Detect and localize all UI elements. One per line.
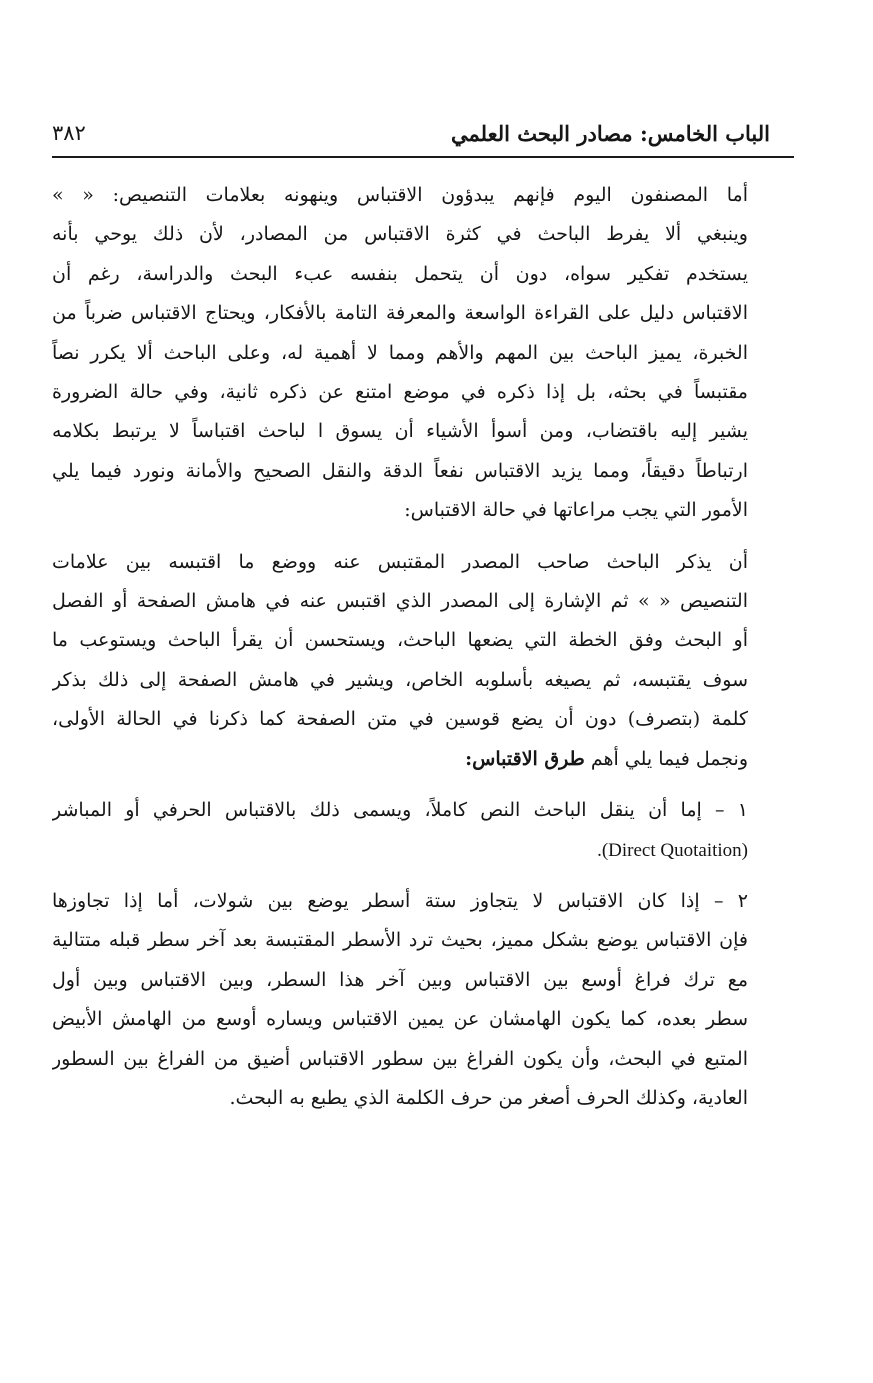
- text-line: كلمة (بتصرف) دون أن يضع قوسين في متن الصفحة كما ذكرنا في الحالة الأولى،: [52, 708, 748, 731]
- bold-heading-run: طرق الاقتباس:: [465, 747, 585, 770]
- text-line: مقتبساً في بحثه، بل إذا ذكره في موضع امتنع عن ذكره ثانية، وفي حالة الضرورة: [52, 381, 748, 404]
- text-line: أو البحث وفق الخطة التي يضعها الباحث، ويستحسن أن يقرأ الباحث ويستوعب ما: [52, 629, 748, 652]
- text-line: مع ترك فراغ أوسع بين الاقتباس وبين آخر هذا السطر، وبين الاقتباس وبين أول: [52, 968, 748, 991]
- text-line: ارتباطاً دقيقاً، ومما يزيد الاقتباس نفعاً الدقة والنقل الصحيح والأمانة ونورد فيما يلي: [52, 459, 748, 482]
- text-line: أن يذكر الباحث صاحب المصدر المقتبس عنه ووضع ما اقتبسه بين علامات: [52, 550, 748, 573]
- list-item-direct-quote: [52, 791, 776, 870]
- text-line: فإن الاقتباس يوضع بشكل مميز، بحيث ترد الأسطر المقتبسة بعد آخر سطر قبله متتالية: [52, 929, 748, 952]
- text-run: ونجمل فيما يلي أهم: [584, 747, 748, 770]
- text-line: ٢ – إذا كان الاقتباس لا يتجاوز ستة أسطر يوضع بين شولات، أما إذا تجاوزها: [52, 889, 748, 912]
- page-number: ٣٨٢: [52, 121, 86, 145]
- text-line: المتبع في البحث، وأن يكون الفراغ بين سطور الاقتباس أضيق من الفراغ بين السطور: [52, 1047, 748, 1070]
- text-line: أما المصنفون اليوم فإنهم يبدؤون الاقتباس وينهونه بعلامات التنصيص: « »: [52, 184, 748, 206]
- paragraph-quoting-intro: [52, 176, 776, 531]
- text-line: الأمور التي يجب مراعاتها في حالة الاقتباس:: [404, 499, 748, 522]
- text-line: التنصيص « » ثم الإشارة إلى المصدر الذي اقتبس عنه في هامش الصفحة أو الفصل: [52, 590, 748, 613]
- text-line: الخبرة، يميز الباحث بين المهم والأهم ومما لا أهمية له، وعلى الباحث ألا يكرر نصاً: [52, 341, 748, 364]
- text-line: العادية، وكذلك الحرف أصغر من حرف الكلمة الذي يطبع به البحث.: [229, 1086, 748, 1109]
- text-line: يشير إليه باقتضاب، ومن أسوأ الأشياء أن يسوق ا لباحث اقتباساً لا يرتبط بكلامه: [52, 420, 748, 443]
- text-line: سوف يقتبسه، ثم يصيغه بأسلوبه الخاص، ويشير في هامش الصفحة إلى ذلك بذكر: [52, 668, 748, 691]
- text-line: [52, 740, 748, 779]
- chapter-title: الباب الخامس: مصادر البحث العلمي: [451, 121, 770, 146]
- paragraph-citation-rules: [52, 543, 776, 779]
- text-line: ١ – إما أن ينقل الباحث النص كاملاً، ويسمى ذلك بالاقتباس الحرفي أو المباشر: [52, 799, 748, 822]
- list-item-block-quote: [52, 882, 776, 1118]
- latin-term: .(Direct Quotaition): [597, 839, 748, 861]
- text-line: سطر بعده، كما يكون الهامشان عن يمين الاقتباس ويساره أوسع من الهامش الأبيض: [52, 1008, 748, 1031]
- text-line: وينبغي ألا يفرط الباحث في كثرة الاقتباس من المصادر، لأن ذلك يوحي بأنه: [52, 223, 748, 246]
- text-line: يستخدم تفكير سواه، دون أن يتحمل بنفسه عبء البحث والدراسة، رغم أن: [52, 262, 748, 285]
- text-line: الاقتباس دليل على القراءة الواسعة والمعرفة التامة بالأفكار، ويحتاج الاقتباس ضرباً من: [52, 302, 748, 325]
- running-header: [52, 112, 794, 158]
- latin-term-line: [52, 831, 748, 870]
- page-body: [52, 176, 776, 1118]
